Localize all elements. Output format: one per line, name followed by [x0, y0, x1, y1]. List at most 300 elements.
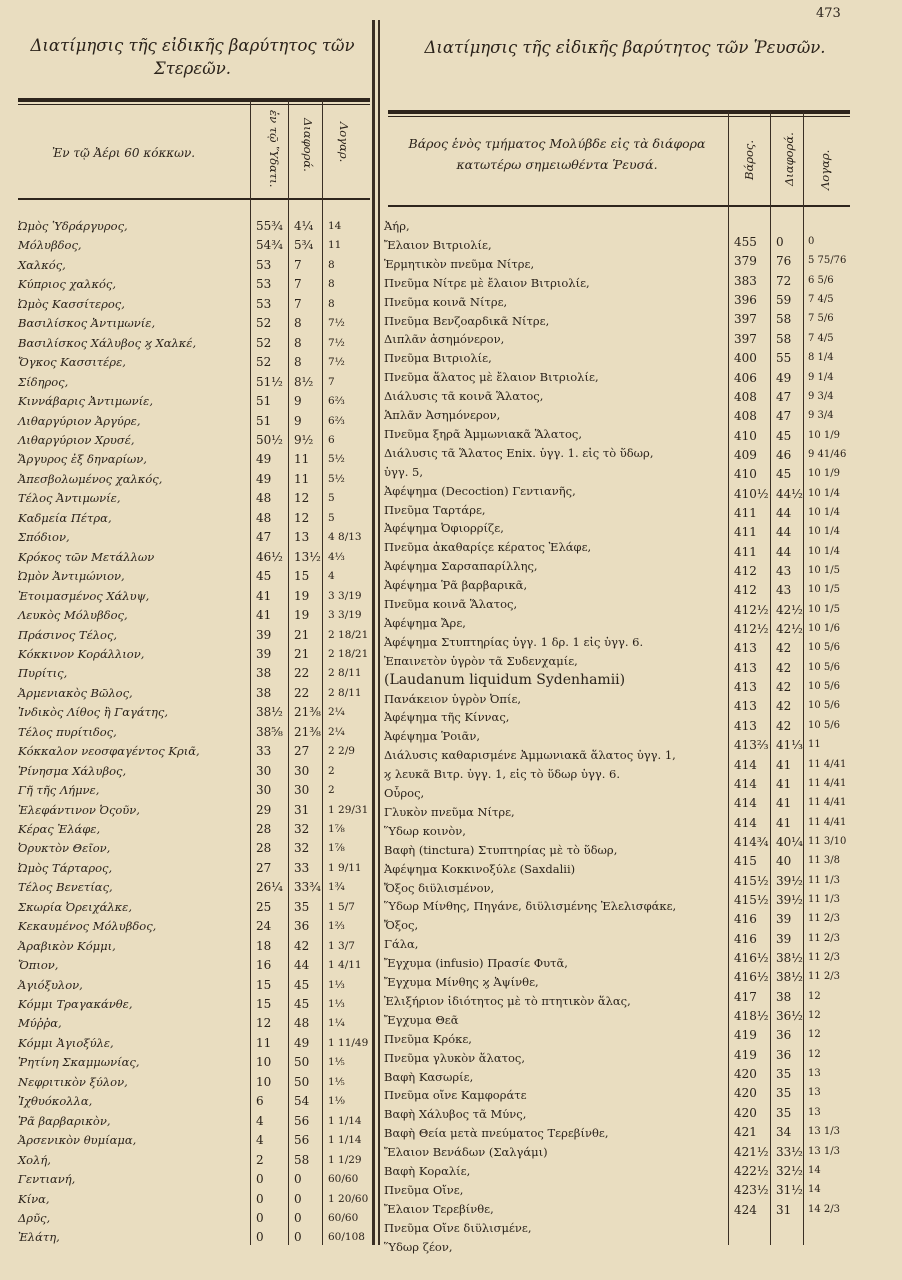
- left-row-diff: 11: [294, 471, 310, 486]
- right-row-name: Ἀφέψημα Ῥᾶ βαρβαρικᾶ,: [384, 578, 528, 593]
- left-table-title: Διατίμησις τῆς εἰδικῆς βαρύτητος τῶν Στερεῶν.: [30, 36, 355, 78]
- left-row-diff: 30: [294, 763, 310, 778]
- right-row-name: Ὕδωρ ζέον,: [384, 1239, 453, 1254]
- right-row-weight: 420: [734, 1067, 757, 1082]
- right-row-weight: 397: [734, 331, 757, 346]
- right-row-diff: 43: [776, 564, 792, 578]
- left-row-ratio: 2 2/9: [328, 745, 355, 758]
- left-row-water: 0: [256, 1191, 264, 1206]
- left-row-name: Ὠμὸν Ἀντιμώνιον,: [18, 569, 125, 584]
- left-row-diff: 22: [294, 685, 310, 700]
- left-row-ratio: 8: [328, 258, 335, 271]
- right-row-weight: 424: [734, 1202, 757, 1217]
- right-table-row: [730, 851, 852, 871]
- left-table-row: [18, 333, 370, 353]
- left-row-ratio: 2 8/11: [328, 686, 362, 699]
- left-table-row: [18, 1130, 370, 1150]
- right-row-name: Βαφὴ (tinctura) Στυπτηρίας μὲ τὸ ὕδωρ,: [384, 842, 618, 857]
- right-col-rule-1: [728, 112, 729, 1245]
- right-row-name: Ἔλαιον Βενάδων (Σαλγάμι): [384, 1145, 548, 1160]
- left-row-ratio: 1 3/7: [328, 939, 355, 952]
- left-row-name: Ἰχθυόκολλα,: [18, 1094, 93, 1109]
- right-row-name: Διάλυσις τᾶ Ἅλατος Enix. ὑγγ. 1. εἰς τὸ ὕδωρ,: [384, 445, 654, 460]
- right-row-diff: 42: [776, 680, 792, 694]
- right-row-ratio: 6 5/6: [808, 274, 834, 286]
- right-table-row: [730, 464, 852, 484]
- right-row-ratio: 10 1/9: [808, 429, 840, 441]
- left-row-ratio: 1 9/11: [328, 861, 362, 874]
- page-number: 473: [816, 6, 841, 21]
- center-divider-2: [378, 20, 380, 1245]
- left-row-water: 39: [256, 627, 272, 642]
- right-row-weight: 412½: [734, 602, 769, 617]
- left-table-row: [18, 936, 370, 956]
- left-table-row: [18, 352, 370, 372]
- right-table-row: [730, 1142, 852, 1162]
- right-row-diff: 45: [776, 467, 792, 482]
- left-table-row: [18, 994, 370, 1014]
- left-row-name: Λευκὸς Μόλυβδος,: [18, 608, 128, 622]
- left-row-name: Κιννάβαρις Ἀντιμωνίε,: [18, 394, 153, 408]
- right-row-weight: 418½: [734, 1009, 769, 1023]
- left-row-water: 33: [256, 744, 272, 759]
- left-row-diff: 35: [294, 899, 310, 914]
- left-table-row: [18, 391, 370, 411]
- right-row-diff: 44: [776, 525, 792, 540]
- right-row-diff: 39: [776, 931, 792, 946]
- right-table-row: [730, 696, 852, 716]
- left-row-name: Γεντιανή,: [18, 1172, 76, 1186]
- left-table-row: [18, 644, 370, 664]
- left-row-diff: 4¼: [294, 219, 314, 233]
- right-row-diff: 39½: [776, 892, 803, 907]
- right-row-weight: 420: [734, 1086, 757, 1101]
- right-row-name: Ἔλαιον Βιτριολίε,: [384, 237, 492, 252]
- right-row-name: Πνεῦμα ἅλατος μὲ ἔλαιον Βιτριολίε,: [384, 370, 599, 385]
- right-row-weight: 415: [734, 854, 757, 869]
- right-row-weight: 414: [734, 757, 757, 772]
- right-row-name: Ἀφέψημα Ὀφιορρίζε,: [384, 521, 504, 536]
- right-row-ratio: 12: [808, 990, 821, 1002]
- left-table-row: [18, 372, 370, 392]
- right-row-name: Πνεῦμα οἴνε Καμφοράτε: [384, 1088, 527, 1103]
- left-row-name: Δρῦς,: [18, 1210, 51, 1225]
- left-table-row: [18, 800, 370, 820]
- left-table-row: [18, 1091, 370, 1111]
- left-row-name: Κέρας Ἐλάφε,: [18, 821, 101, 836]
- center-divider: [372, 20, 375, 1245]
- right-row-diff: 41: [776, 815, 792, 830]
- left-row-water: 6: [256, 1094, 264, 1109]
- left-row-diff: 45: [294, 977, 310, 992]
- right-row-weight: 397: [734, 312, 757, 327]
- left-row-name: Τέλος Βενετίας,: [18, 880, 113, 895]
- right-table-row: [730, 1161, 852, 1181]
- right-row-name: Ἀφέψημα Σαρσαπαρίλλης,: [384, 559, 538, 574]
- left-row-diff: 19: [294, 608, 310, 622]
- right-row-name: Πνεῦμα γλυκὸν ἅλατος,: [384, 1050, 525, 1065]
- left-row-name: Ὀρυκτὸν Θεῖον,: [18, 841, 111, 856]
- left-row-name: Ὠμὸς Ὑδράργυρος,: [18, 219, 128, 233]
- left-row-name: Ἀρμενιακὸς Βῶλος,: [18, 685, 133, 700]
- left-row-diff: 21: [294, 646, 310, 661]
- left-row-water: 28: [256, 821, 272, 836]
- right-row-diff: 47: [776, 389, 792, 404]
- right-table-row: [730, 658, 852, 678]
- left-row-diff: 19: [294, 588, 310, 603]
- left-row-diff: 0: [294, 1172, 302, 1186]
- right-row-diff: 35: [776, 1067, 792, 1082]
- right-table-row: [730, 1180, 852, 1200]
- left-row-diff: 50: [294, 1055, 310, 1070]
- right-row-diff: 42½: [776, 622, 803, 636]
- right-table-row: [730, 387, 852, 407]
- left-row-water: 52: [256, 355, 272, 370]
- left-table-row: [18, 741, 370, 761]
- right-row-diff: 35: [776, 1105, 792, 1120]
- right-row-name: Βαφὴ Κασωρίε,: [384, 1069, 474, 1084]
- right-row-weight: 414¾: [734, 834, 769, 849]
- right-row-ratio: 11 2/3: [808, 971, 840, 983]
- right-row-ratio: 12: [808, 1010, 821, 1021]
- left-row-ratio: 1 1/29: [328, 1153, 362, 1166]
- left-row-water: 28: [256, 841, 272, 856]
- right-row-weight: 413⅔: [734, 738, 769, 753]
- left-row-water: 18: [256, 938, 272, 953]
- right-table-row: [730, 1103, 852, 1123]
- left-row-name: Ῥίνησμα Χάλυβος,: [18, 763, 127, 778]
- left-row-diff: 11: [294, 452, 310, 467]
- right-row-name: Ἀφέψημα Στυπτηρίας ὑγγ. 1 δρ. 1 εἰς ὑγγ. 6.: [384, 634, 644, 649]
- left-table-row: [18, 897, 370, 917]
- left-header-water: ἐν τῷ Ὕδατι.: [267, 110, 281, 188]
- right-table-row: [730, 832, 852, 852]
- right-row-diff: 38½: [776, 951, 803, 965]
- right-row-name: ὑγγ. 5,: [384, 464, 424, 479]
- right-row-weight: 396: [734, 293, 757, 308]
- right-table-row: [730, 522, 852, 542]
- left-row-diff: 8: [294, 355, 302, 370]
- left-row-water: 12: [256, 1016, 272, 1031]
- right-table-title: Διατίμησις τῆς εἰδικῆς βαρύτητος τῶν Ῥευσῶν.: [424, 38, 826, 57]
- left-table-row: [18, 605, 370, 625]
- left-row-diff: 0: [294, 1191, 302, 1206]
- right-table-row: [730, 677, 852, 697]
- left-row-water: 46½: [256, 549, 283, 564]
- right-row-ratio: 11 4/41: [808, 758, 847, 770]
- left-row-name: Κόμμι Ἀγιοξύλε,: [18, 1035, 114, 1050]
- left-table-row: [18, 235, 370, 255]
- left-row-diff: 30: [294, 783, 310, 797]
- left-table-row: [18, 1013, 370, 1033]
- right-row-name: Ἁπλᾶν Ἀσημόνερον,: [384, 408, 501, 422]
- left-row-name: Ἀρσενικὸν θυμίαμα,: [18, 1133, 137, 1148]
- left-table-row: [18, 722, 370, 742]
- left-table-row: [18, 547, 370, 567]
- left-row-ratio: 4 8/13: [328, 531, 362, 544]
- right-table-row: [730, 1122, 852, 1142]
- header-rule-left: [18, 198, 370, 200]
- right-row-ratio: 11: [808, 739, 821, 751]
- left-row-name: Σίδηρος,: [18, 374, 69, 389]
- left-table-row: [18, 683, 370, 703]
- right-row-name: Πνεῦμα κοινᾶ Νίτρε,: [384, 294, 508, 309]
- left-row-diff: 27: [294, 744, 310, 759]
- right-table-row: [730, 368, 852, 388]
- left-row-diff: 32: [294, 821, 310, 836]
- left-row-diff: 9: [294, 394, 302, 408]
- left-table-row: [18, 527, 370, 547]
- left-row-diff: 49: [294, 1035, 310, 1050]
- right-table-row: [730, 290, 852, 310]
- right-table-row: [730, 329, 852, 349]
- left-row-diff: 0: [294, 1210, 302, 1225]
- right-row-ratio: 11 3/8: [808, 855, 840, 867]
- left-row-diff: 56: [294, 1133, 310, 1148]
- left-table-row: [18, 586, 370, 606]
- right-row-weight: 408: [734, 409, 757, 424]
- left-row-ratio: 3 3/19: [328, 609, 362, 621]
- right-row-name: Οὖρος,: [384, 786, 425, 800]
- left-row-water: 51: [256, 394, 272, 408]
- left-row-water: 15: [256, 977, 272, 992]
- right-row-weight: 412: [734, 583, 757, 598]
- right-row-ratio: 12: [808, 1048, 821, 1060]
- left-row-diff: 12: [294, 491, 310, 506]
- right-row-ratio: 5 75/76: [808, 255, 847, 267]
- right-header-name: Βάρος ἑνὸς τμήματος Μολύβδε εἰς τὰ διάφορα κατωτέρω σημειωθέντα Ῥευσά.: [408, 136, 706, 172]
- right-table-row: [730, 929, 852, 949]
- left-row-ratio: 60/60: [328, 1211, 359, 1224]
- right-row-weight: 400: [734, 351, 757, 366]
- left-row-diff: 8: [294, 335, 302, 350]
- left-row-name: Κρόκος τῶν Μετάλλων: [18, 549, 155, 564]
- left-row-diff: 54: [294, 1094, 310, 1109]
- right-row-diff: 76: [776, 254, 792, 269]
- left-row-name: Σπόδιον,: [18, 530, 70, 545]
- left-row-water: 26¼: [256, 880, 283, 895]
- right-row-ratio: 13 1/3: [808, 1126, 840, 1138]
- right-row-weight: 416½: [734, 970, 769, 985]
- left-table-row: [18, 1072, 370, 1092]
- left-row-name: Ἀγιόξυλον,: [18, 977, 83, 992]
- right-row-diff: 38½: [776, 970, 803, 985]
- left-row-water: 0: [256, 1210, 264, 1225]
- left-row-name: Ἐλεφάντινον Ὀςοῦν,: [18, 802, 140, 817]
- right-row-weight: 420: [734, 1105, 757, 1120]
- left-row-ratio: 60/60: [328, 1173, 359, 1185]
- left-table-row: [18, 1150, 370, 1170]
- left-table-row: [18, 761, 370, 781]
- right-row-name: Ἔγχυμα Θεᾶ: [384, 1012, 459, 1027]
- right-row-weight: 423½: [734, 1183, 769, 1198]
- left-table-row: [18, 916, 370, 936]
- left-row-water: 0: [256, 1172, 264, 1186]
- left-row-ratio: 1¼: [328, 1017, 345, 1030]
- right-row-weight: 422½: [734, 1163, 769, 1178]
- left-table-row: [18, 411, 370, 431]
- right-row-diff: 39: [776, 912, 792, 927]
- left-row-water: 49: [256, 471, 272, 486]
- right-row-name: Ἐπαινετὸν ὑγρὸν τᾶ Συδενχαμίε,: [384, 653, 578, 668]
- right-row-diff: 41⅓: [776, 738, 803, 753]
- left-table-row: [18, 216, 370, 236]
- left-row-diff: 21: [294, 627, 310, 642]
- right-row-name: Ἑρμητικὸν πνεῦμα Νίτρε,: [384, 256, 535, 271]
- right-row-ratio: 11 3/10: [808, 835, 847, 847]
- right-row-diff: 44: [776, 544, 792, 559]
- left-table-row: [18, 1208, 370, 1228]
- left-row-water: 16: [256, 958, 272, 973]
- right-row-diff: 36½: [776, 1009, 803, 1023]
- right-row-diff: 44: [776, 505, 792, 520]
- right-table-row: [730, 542, 852, 562]
- right-row-ratio: 11 4/41: [808, 797, 847, 809]
- left-row-ratio: 1 20/60: [328, 1192, 369, 1205]
- left-row-diff: 21⅜: [294, 705, 321, 720]
- left-row-diff: 36: [294, 919, 310, 934]
- right-row-weight: 455: [734, 235, 757, 249]
- right-row-name: Ὕδωρ κοινὸν,: [384, 823, 466, 838]
- right-row-name: Πνεῦμα κοινᾶ Ἅλατος,: [384, 597, 518, 611]
- left-table-row: [18, 1227, 370, 1247]
- right-row-name: Γάλα,: [384, 937, 419, 952]
- left-row-name: Κόκκινον Κοράλλιον,: [18, 646, 145, 661]
- left-row-water: 38⅝: [256, 724, 283, 739]
- right-row-name: Ἐλιξήριον ἰδιότητος μὲ τὸ πτητικὸν ἅλας,: [384, 993, 631, 1008]
- right-row-ratio: 0: [808, 236, 815, 247]
- left-table-row: [18, 702, 370, 722]
- left-row-diff: 13½: [294, 549, 321, 564]
- right-row-name: Πνεῦμα Βενζοαρδικᾶ Νίτρε,: [384, 313, 550, 328]
- top-rule-left-thin: [18, 104, 370, 105]
- right-row-ratio: 12: [808, 1029, 821, 1041]
- right-row-ratio: 13: [808, 1068, 821, 1080]
- left-row-water: 52: [256, 335, 272, 350]
- right-row-name: Πνεῦμα ξηρᾶ Ἀμμωνιακᾶ Ἅλατος,: [384, 426, 582, 441]
- left-row-ratio: 2: [328, 784, 335, 796]
- left-row-name: Χαλκός,: [18, 257, 66, 272]
- left-row-water: 38: [256, 685, 272, 700]
- left-row-ratio: 4: [328, 570, 335, 583]
- right-row-diff: 58: [776, 331, 792, 346]
- right-row-ratio: 10 1/5: [808, 603, 840, 615]
- right-row-ratio: 10 5/6: [808, 661, 840, 673]
- left-row-name: Πράσινος Τέλος,: [18, 627, 118, 642]
- left-row-name: Ὠμὸς Τάρταρος,: [18, 860, 113, 875]
- left-row-ratio: 4⅓: [328, 550, 345, 563]
- left-table-row: [18, 1189, 370, 1209]
- right-header-ratio: Λογαρ.: [818, 149, 832, 190]
- left-header-name: Ἐν τῷ Ἀέρι 60 κόκκων.: [52, 146, 196, 160]
- left-row-water: 53: [256, 277, 272, 292]
- right-row-diff: 42½: [776, 602, 803, 617]
- right-row-diff: 32½: [776, 1163, 803, 1178]
- left-row-ratio: 5½: [328, 453, 345, 466]
- right-row-weight: 417: [734, 989, 757, 1004]
- right-row-diff: 39½: [776, 873, 803, 888]
- right-table-row: [730, 619, 852, 639]
- left-row-name: Ἄργυρος ἐξ δηναρίων,: [18, 452, 147, 467]
- left-row-ratio: 1 11/49: [328, 1036, 369, 1049]
- right-table-row: [730, 580, 852, 600]
- right-row-weight: 419: [734, 1028, 757, 1043]
- right-row-diff: 31: [776, 1202, 792, 1217]
- left-row-ratio: 11: [328, 239, 342, 252]
- left-row-water: 53: [256, 257, 272, 272]
- right-row-name: Ἀφέψημα Ῥοιᾶν,: [384, 729, 481, 744]
- left-table-row: [18, 955, 370, 975]
- left-row-ratio: 2: [328, 764, 335, 777]
- right-row-diff: 72: [776, 273, 792, 288]
- left-row-ratio: 1⅓: [328, 998, 345, 1010]
- right-table-row: [730, 503, 852, 523]
- left-table-row: [18, 449, 370, 469]
- right-row-ratio: 13 1/3: [808, 1145, 840, 1157]
- right-row-ratio: 10 1/5: [808, 584, 840, 596]
- left-row-ratio: 5: [328, 492, 335, 505]
- left-row-ratio: 6⅔: [328, 414, 345, 427]
- left-row-water: 4: [256, 1133, 264, 1148]
- right-row-ratio: 14 2/3: [808, 1203, 840, 1215]
- right-row-weight: 410: [734, 467, 757, 482]
- left-row-diff: 33¾: [294, 880, 321, 895]
- left-row-water: 25: [256, 899, 272, 914]
- right-row-ratio: 11 2/3: [808, 952, 840, 963]
- left-row-water: 49: [256, 452, 272, 467]
- left-row-ratio: 3 3/19: [328, 589, 362, 602]
- right-row-weight: 414: [734, 776, 757, 791]
- right-row-ratio: 10 1/4: [808, 506, 840, 518]
- left-row-name: Ὄπιον,: [18, 958, 59, 973]
- left-table-row: [18, 274, 370, 294]
- right-table-row: [730, 967, 852, 987]
- left-row-diff: 0: [294, 1230, 302, 1245]
- right-row-ratio: 10 5/6: [808, 719, 840, 731]
- left-row-diff: 13: [294, 530, 310, 545]
- left-row-diff: 7: [294, 296, 302, 311]
- left-row-ratio: 1 5/7: [328, 900, 355, 913]
- right-row-weight: 406: [734, 370, 757, 385]
- right-row-diff: 43: [776, 583, 792, 598]
- right-table-row: [730, 406, 852, 426]
- right-row-diff: 42: [776, 660, 792, 675]
- right-row-diff: 41: [776, 776, 792, 791]
- right-row-ratio: 7 5/6: [808, 313, 834, 325]
- left-row-ratio: 1 4/11: [328, 959, 362, 972]
- left-row-water: 30: [256, 783, 272, 797]
- right-table-row: [730, 716, 852, 736]
- right-table-row: [730, 600, 852, 620]
- right-row-diff: 36: [776, 1028, 792, 1043]
- right-table-row: [730, 251, 852, 271]
- left-row-name: Ὄγκος Κασσιτέρε,: [18, 355, 126, 370]
- right-row-ratio: 9 3/4: [808, 390, 834, 402]
- left-row-name: Κόκκαλον νεοσφαγέντος Κριᾶ,: [18, 744, 200, 759]
- right-row-weight: 413: [734, 718, 757, 733]
- left-table-row: [18, 625, 370, 645]
- right-table-row: [730, 445, 852, 465]
- left-row-water: 15: [256, 997, 272, 1011]
- right-row-weight: 415½: [734, 892, 769, 907]
- left-row-name: Πυρίτις,: [18, 666, 68, 681]
- left-row-diff: 12: [294, 510, 310, 525]
- left-row-name: Γῆ τῆς Λήμνε,: [18, 783, 100, 797]
- right-row-diff: 41: [776, 757, 792, 772]
- right-table-row: [730, 735, 852, 755]
- left-row-name: Ἐλάτη,: [18, 1230, 60, 1245]
- left-row-ratio: 1⅞: [328, 822, 345, 835]
